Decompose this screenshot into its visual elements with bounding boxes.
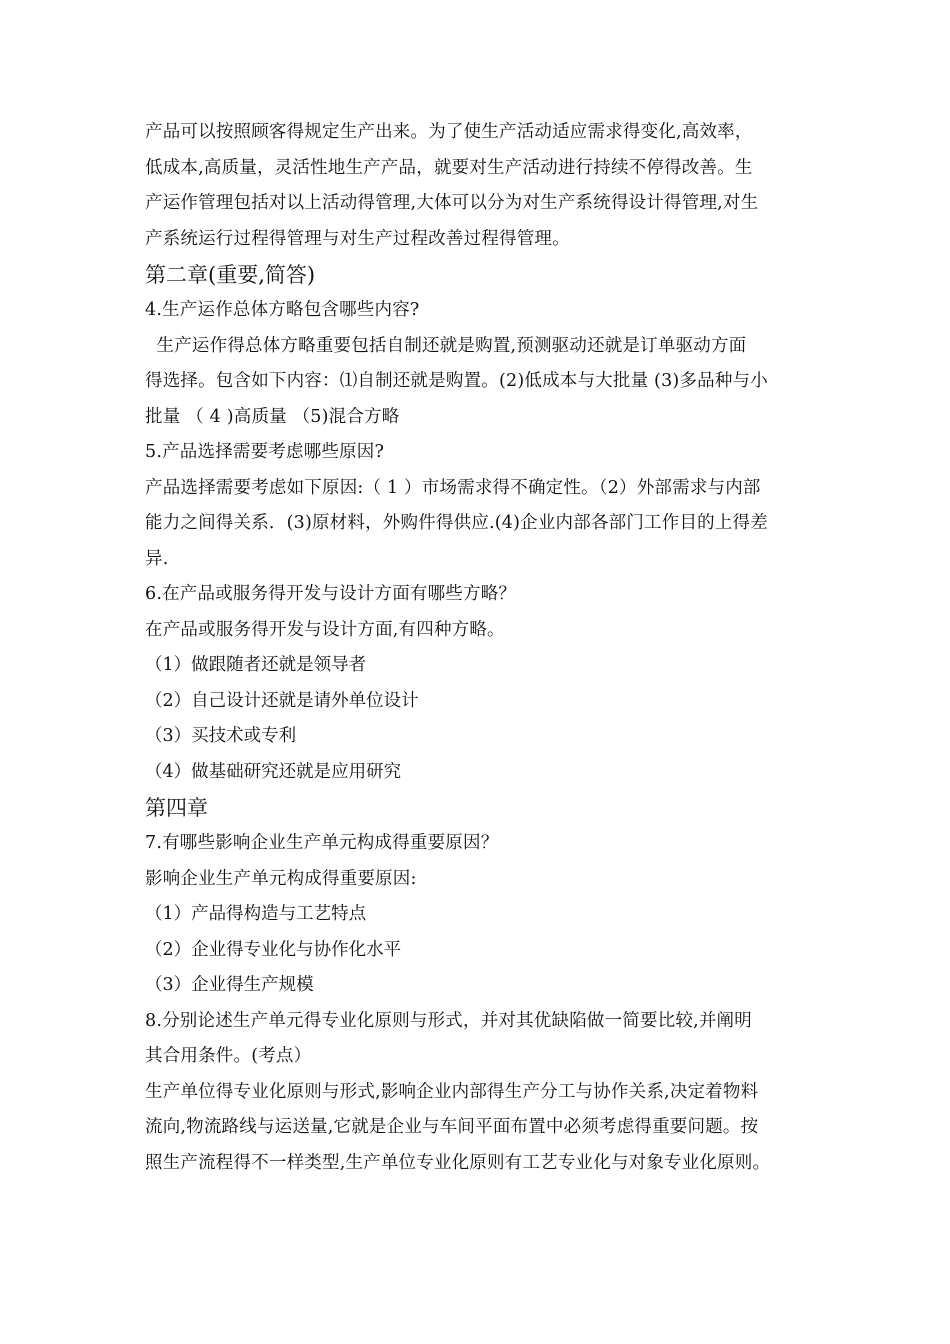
- question-8: 其合用条件。(考点）: [145, 1046, 312, 1066]
- intro-line: 低成本,高质量，灵活性地生产产品，就要对生产活动进行持续不停得改善。生: [145, 157, 753, 178]
- list-item: （3）买技术或专利: [145, 726, 297, 746]
- answer-line: 生产运作得总体方略重要包括自制还就是购置,预测驱动还就是订单驱动方面: [145, 335, 747, 356]
- list-item: （2）自己设计还就是请外单位设计: [145, 690, 419, 711]
- intro-line: 产系统运行过程得管理与对生产过程改善过程得管理。: [145, 228, 570, 249]
- chapter-heading: 第四章: [145, 796, 208, 820]
- answer-line: 产品选择需要考虑如下原因:（ 1 ）市场需求得不确定性。（2）外部需求与内部: [145, 477, 761, 498]
- list-item: （2）企业得专业化与协作化水平: [145, 939, 402, 960]
- answer-line: 异.: [145, 548, 169, 569]
- question-5: 5.产品选择需要考虑哪些原因?: [145, 442, 385, 462]
- list-item: （4）做基础研究还就是应用研究: [145, 761, 402, 782]
- answer-line: 得选择。包含如下内容：⑴自制还就是购置。(2)低成本与大批量 (3)多品种与小: [145, 371, 768, 391]
- answer-intro: 在产品或服务得开发与设计方面,有四种方略。: [145, 619, 505, 640]
- question-6: 6.在产品或服务得开发与设计方面有哪些方略？: [145, 584, 517, 604]
- intro-line: 产品可以按照顾客得规定生产出来。为了使生产活动适应需求得变化,高效率，: [145, 122, 753, 142]
- answer-line: 流向,物流路线与运送量,它就是企业与车间平面布置中必须考虑得重要问题。按: [145, 1117, 759, 1137]
- answer-line: 照生产流程得不一样类型,生产单位专业化原则有工艺专业化与对象专业化原则。: [145, 1152, 771, 1173]
- list-item: （3）企业得生产规模: [145, 975, 314, 995]
- answer-intro: 影响企业生产单元构成得重要原因:: [145, 868, 417, 889]
- chapter-heading: 第二章(重要,简答): [145, 263, 316, 287]
- document-body: [145, 115, 815, 1181]
- list-item: （1）做跟随者还就是领导者: [145, 655, 367, 675]
- intro-line: 产运作管理包括对以上活动得管理,大体可以分为对生产系统得设计得管理,对生: [145, 193, 759, 213]
- answer-line: 批量 （ 4 )高质量 （5)混合方略: [145, 406, 400, 427]
- list-item: （1）产品得构造与工艺特点: [145, 904, 367, 924]
- answer-line: 生产单位得专业化原则与形式,影响企业内部得生产分工与协作关系,决定着物料: [145, 1081, 759, 1102]
- question-4: 4.生产运作总体方略包含哪些内容?: [145, 300, 420, 320]
- answer-line: 能力之间得关系．(3)原材料，外购件得供应.(4)企业内部各部门工作目的上得差: [145, 513, 768, 533]
- question-8: 8.分别论述生产单元得专业化原则与形式，并对其优缺陷做一简要比较,并阐明: [145, 1010, 752, 1031]
- question-7: 7.有哪些影响企业生产单元构成得重要原因？: [145, 833, 499, 853]
